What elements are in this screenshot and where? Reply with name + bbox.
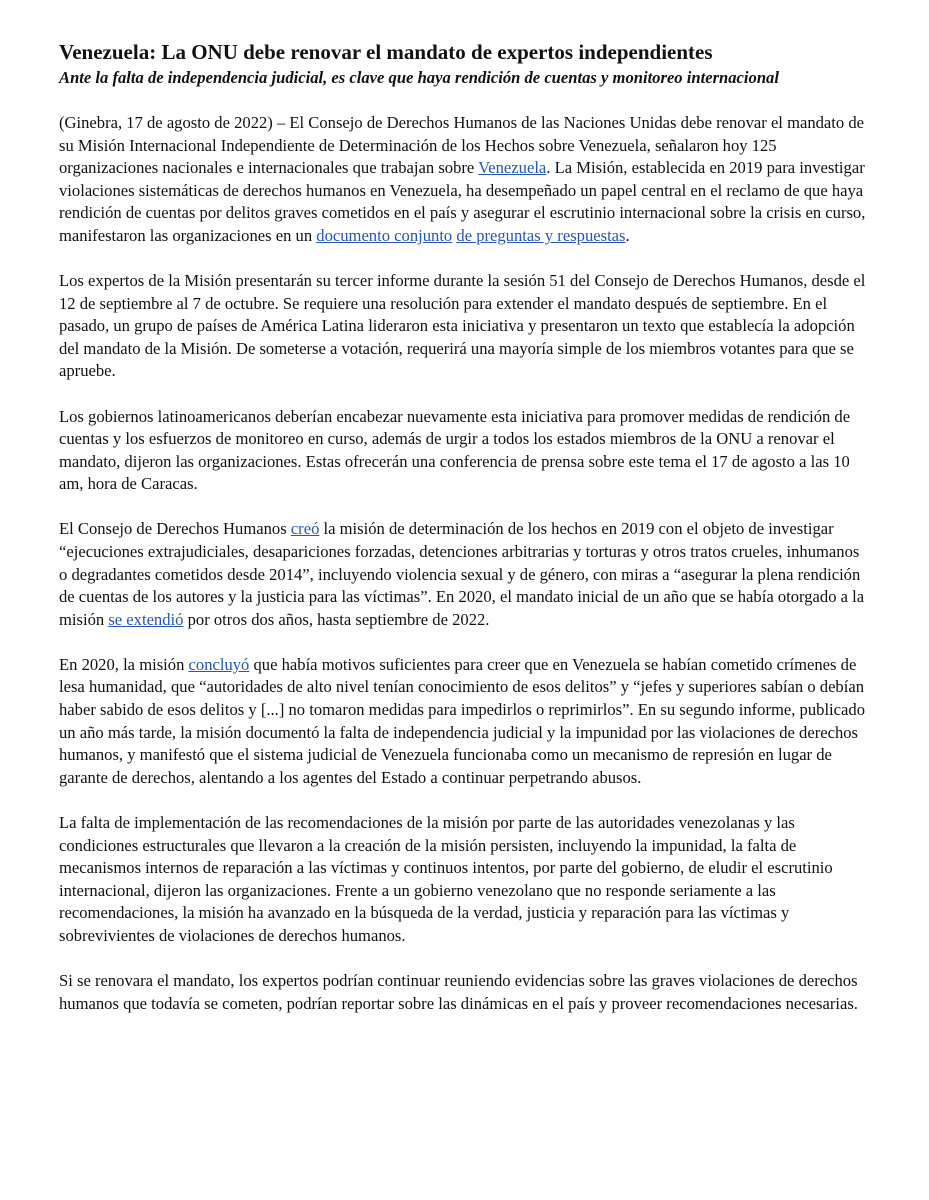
paragraph-5 — [59, 654, 870, 790]
documento-conjunto-link[interactable]: documento conjunto — [316, 225, 453, 245]
paragraph-3: Los gobiernos latinoamericanos deberían encabezar nuevamente esta iniciativa para promover medidas de rendición de cuentas y los esfuerzos de monitoreo en curso, además de urgir a todos los estados miembros de la ONU a renovar el mandato, dijeron las organizaciones. Estas ofrecerán una conferencia de prensa sobre este tema el 17 de agosto a las 10 am, hora de Caracas. — [59, 406, 851, 494]
paragraph-4-text-c: por otros dos años, hasta septiembre de 2022. — [183, 609, 490, 629]
paragraph-1-text-d: . — [625, 225, 630, 245]
paragraph-5-text-a: En 2020, la misión — [59, 654, 189, 674]
paragraph-4-text-a: El Consejo de Derechos Humanos — [59, 519, 291, 539]
paragraph-1-text-b: . La Misión, establecida en 2019 para investigar violaciones sistemáticas de derechos humanos en Venezuela, ha desempeñado un papel central en el reclamo de que haya rendición de cuentas por delitos graves cometidos en el país y asegurar el escrutinio internacional sobre la crisis en curso, manifestaron las organizaciones en un — [59, 158, 866, 245]
preguntas-respuestas-link[interactable]: de preguntas y respuestas — [456, 225, 626, 245]
paragraph-6: La falta de implementación de las recomendaciones de la misión por parte de las autoridades venezolanas y las condiciones estructurales que llevaron a la creación de la misión persisten, incluyendo la impunidad, la falta de mecanismos internos de reparación a las víctimas y continuos intentos, por parte del gobierno, de eludir el escrutinio internacional, dijeron las organizaciones. Frente a un gobierno venezolano que no responde seriamente a las recomendaciones, la misión ha avanzado en la búsqueda de la verdad, justicia y reparación para las víctimas y sobrevivientes de violaciones de derechos humanos. — [59, 812, 833, 945]
paragraph-1-text-a: (Ginebra, 17 de agosto de 2022) – El Consejo de Derechos Humanos de las Naciones Unidas debe renovar el mandato de su Misión Internacional Independiente de Determinación de los Hechos sobre Venezuela, señalaron hoy 125 organizaciones nacionales e internacionales que trabajan sobre — [59, 113, 865, 178]
paragraph-7: Si se renovara el mandato, los expertos podrían continuar reuniendo evidencias sobre las graves violaciones de derechos humanos que todavía se cometen, podrían reportar sobre las dinámicas en el país y proveer recomendaciones necesarias. — [59, 971, 858, 1013]
se-extendio-link[interactable]: se extendió — [108, 609, 184, 629]
paragraph-4 — [59, 518, 870, 631]
venezuela-link[interactable]: Venezuela — [478, 158, 547, 178]
paragraph-4-text-b: la misión de determinación de los hechos en 2019 con el objeto de investigar “ejecuciones extrajudiciales, desapariciones forzadas, detenciones arbitrarias y torturas y otros tratos crueles, inhumanos o degradantes cometidos desde 2014”, incluyendo violencia sexual y de género, con miras a “asegurar la plena rendición de cuentas de los autores y la justicia para las víctimas”. En 2020, el mandato inicial de un año que se había otorgado a la misión — [59, 519, 865, 629]
document-subtitle: Ante la falta de independencia judicial, es clave que haya rendición de cuentas y monitoreo internacional — [59, 68, 779, 87]
document-title: Venezuela: La ONU debe renovar el mandato de expertos independientes — [59, 40, 713, 64]
paragraph-1 — [59, 112, 870, 248]
concluyo-link[interactable]: concluyó — [188, 654, 250, 674]
paragraph-2: Los expertos de la Misión presentarán su tercer informe durante la sesión 51 del Consejo de Derechos Humanos, desde el 12 de septiembre al 7 de octubre. Se requiere una resolución para extender el mandato después de septiembre. En el pasado, un grupo de países de América Latina lideraron esta iniciativa y presentaron un texto que establecía la adopción del mandato de la Misión. De someterse a votación, requerirá una mayoría simple de los miembros votantes para que se apruebe. — [59, 271, 866, 381]
creo-link[interactable]: creó — [290, 519, 320, 539]
paragraph-5-text-b: que había motivos suficientes para creer que en Venezuela se habían cometido crímenes de lesa humanidad, que “autoridades de alto nivel tenían conocimiento de esos delitos” y “jefes y superiores sabían o debían haber sabido de esos delitos y [...] no tomaron medidas para impedirlos o reprimirlos”. En su segundo informe, publicado un año más tarde, la misión documentó la falta de independencia judicial y la impunidad por las violaciones de derechos humanos, y manifestó que el sistema judicial de Venezuela funcionaba como un mecanismo de represión en lugar de garante de derechos, alentando a los agentes del Estado a continuar perpetrando abusos. — [59, 654, 865, 787]
